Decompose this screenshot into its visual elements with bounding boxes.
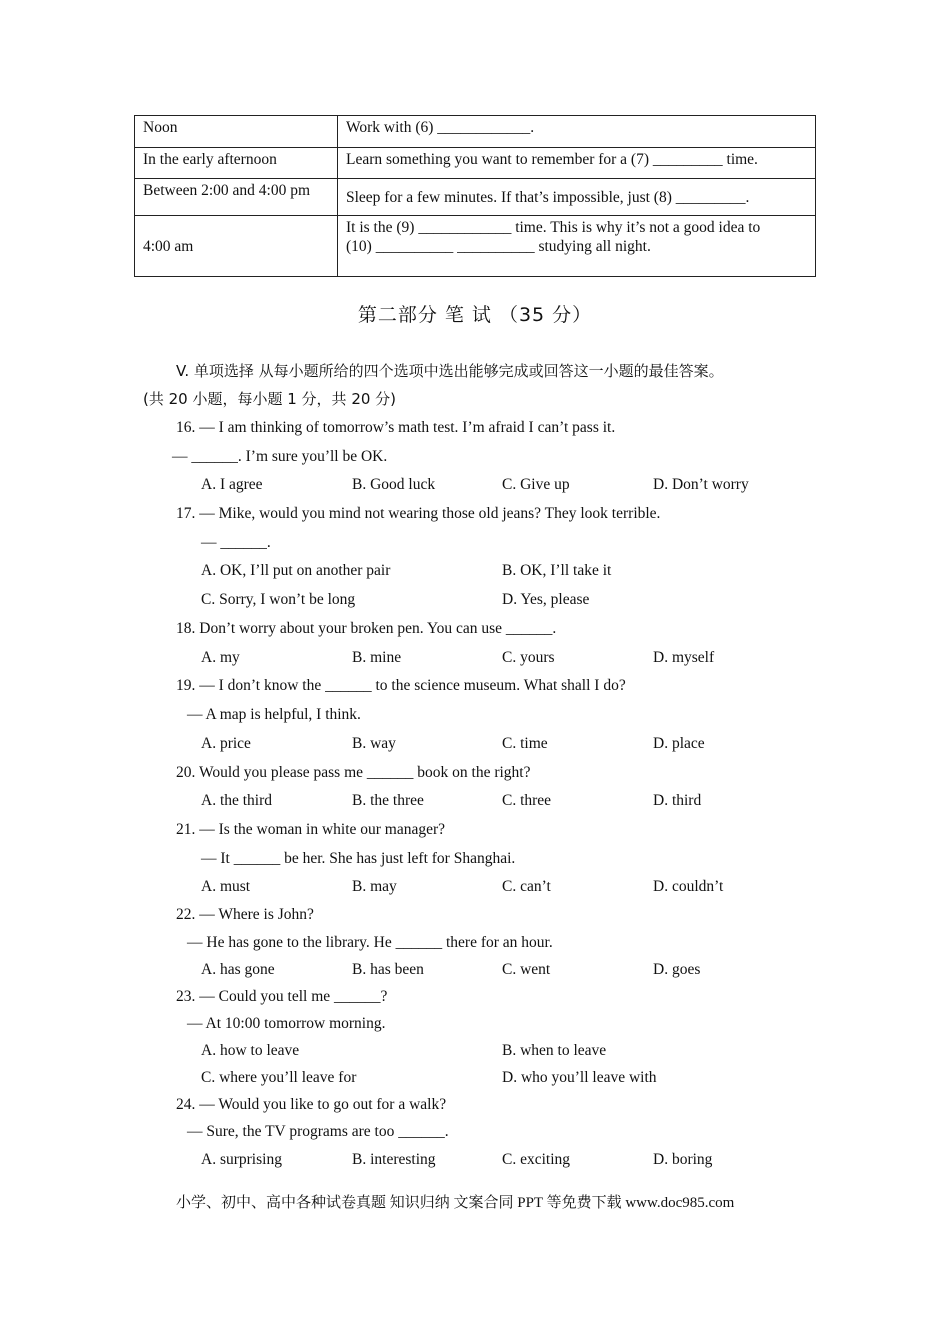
option-b: B. has been — [352, 961, 424, 978]
option-c: C. yours — [502, 649, 555, 666]
option-d: D. myself — [653, 649, 715, 666]
option-d: D. who you’ll leave with — [502, 1069, 657, 1086]
question-stem: 20. Would you please pass me ______ book on the right? — [176, 764, 531, 781]
question-stem: 21. — Is the woman in white our manager? — [176, 821, 446, 838]
question-response: — It ______ be her. She has just left for Shanghai. — [201, 850, 516, 867]
option-c: C. exciting — [502, 1151, 571, 1168]
option-d: D. Don’t worry — [653, 476, 749, 493]
option-c: C. went — [502, 961, 551, 978]
option-d: D. couldn’t — [653, 878, 724, 895]
activity-cell: Sleep for a few minutes. If that’s impossible, just (8) _________. — [338, 179, 816, 216]
footer-text: 小学、初中、高中各种试卷真题 知识归纳 文案合同 PPT 等免费下载 www.doc985.com — [176, 1195, 735, 1211]
option-a: A. how to leave — [201, 1042, 300, 1059]
question-stem: 16. — I am thinking of tomorrow’s math test. I’m afraid I can’t pass it. — [176, 419, 616, 436]
question-response: — He has gone to the library. He ______ there for an hour. — [187, 934, 553, 951]
question-stem: 18. Don’t worry about your broken pen. You can use ______. — [176, 620, 557, 637]
option-b: B. when to leave — [502, 1042, 607, 1059]
question-stem: 23. — Could you tell me ______? — [176, 988, 388, 1005]
option-d: D. Yes, please — [502, 591, 590, 608]
question-response: — At 10:00 tomorrow morning. — [187, 1015, 386, 1032]
option-a: A. I agree — [201, 476, 263, 493]
option-a: A. must — [201, 878, 251, 895]
option-b: B. may — [352, 878, 397, 895]
option-a: A. has gone — [201, 961, 275, 978]
option-b: B. interesting — [352, 1151, 436, 1168]
option-a: A. the third — [201, 792, 273, 809]
option-b: B. the three — [352, 792, 424, 809]
question-response: — ______. — [201, 534, 271, 551]
question-stem: 17. — Mike, would you mind not wearing those old jeans? They look terrible. — [176, 505, 661, 522]
option-c: C. time — [502, 735, 548, 752]
activity-cell: Work with (6) ____________. — [338, 116, 816, 148]
instructions-line: (共 20 小题，每小题 1 分，共 20 分) — [143, 390, 397, 408]
table-row — [135, 116, 816, 148]
time-cell: 4:00 am — [135, 216, 338, 277]
activity-line: (10) __________ __________ studying all night. — [346, 238, 651, 255]
option-b: B. Good luck — [352, 476, 436, 493]
option-c: C. Give up — [502, 476, 570, 493]
activity-cell: Learn something you want to remember for a (7) _________ time. — [338, 148, 816, 179]
question-stem: 19. — I don’t know the ______ to the science museum. What shall I do? — [176, 677, 626, 694]
question-response: — Sure, the TV programs are too ______. — [187, 1123, 449, 1140]
option-c: C. Sorry, I won’t be long — [201, 591, 356, 608]
option-d: D. third — [653, 792, 702, 809]
activity-line: It is the (9) ____________ time. This is why it’s not a good idea to — [346, 219, 761, 236]
question-stem: 22. — Where is John? — [176, 906, 314, 923]
option-c: C. three — [502, 792, 552, 809]
time-cell: Noon — [135, 116, 338, 148]
option-a: A. surprising — [201, 1151, 282, 1168]
instructions-line: V. 单项选择 从每小题所给的四个选项中选出能够完成或回答这一小题的最佳答案。 — [176, 362, 724, 380]
section-title: 第二部分 笔 试 （35 分） — [357, 304, 593, 326]
option-b: B. mine — [352, 649, 402, 666]
schedule-table — [134, 115, 816, 277]
option-a: A. my — [201, 649, 240, 666]
table-row — [135, 179, 816, 216]
question-response: — ______. I’m sure you’ll be OK. — [172, 448, 388, 465]
activity-cell — [338, 216, 816, 277]
question-stem: 24. — Would you like to go out for a walk? — [176, 1096, 447, 1113]
option-c: C. where you’ll leave for — [201, 1069, 357, 1086]
option-b: B. OK, I’ll take it — [502, 562, 612, 579]
option-d: D. goes — [653, 961, 701, 978]
option-a: A. OK, I’ll put on another pair — [201, 562, 391, 579]
table-row — [135, 216, 816, 277]
option-c: C. can’t — [502, 878, 551, 895]
time-cell: In the early afternoon — [135, 148, 338, 179]
time-cell: Between 2:00 and 4:00 pm — [135, 179, 338, 216]
question-response: — A map is helpful, I think. — [187, 706, 361, 723]
table-row — [135, 148, 816, 179]
option-b: B. way — [352, 735, 396, 752]
option-d: D. place — [653, 735, 705, 752]
option-d: D. boring — [653, 1151, 713, 1168]
option-a: A. price — [201, 735, 251, 752]
